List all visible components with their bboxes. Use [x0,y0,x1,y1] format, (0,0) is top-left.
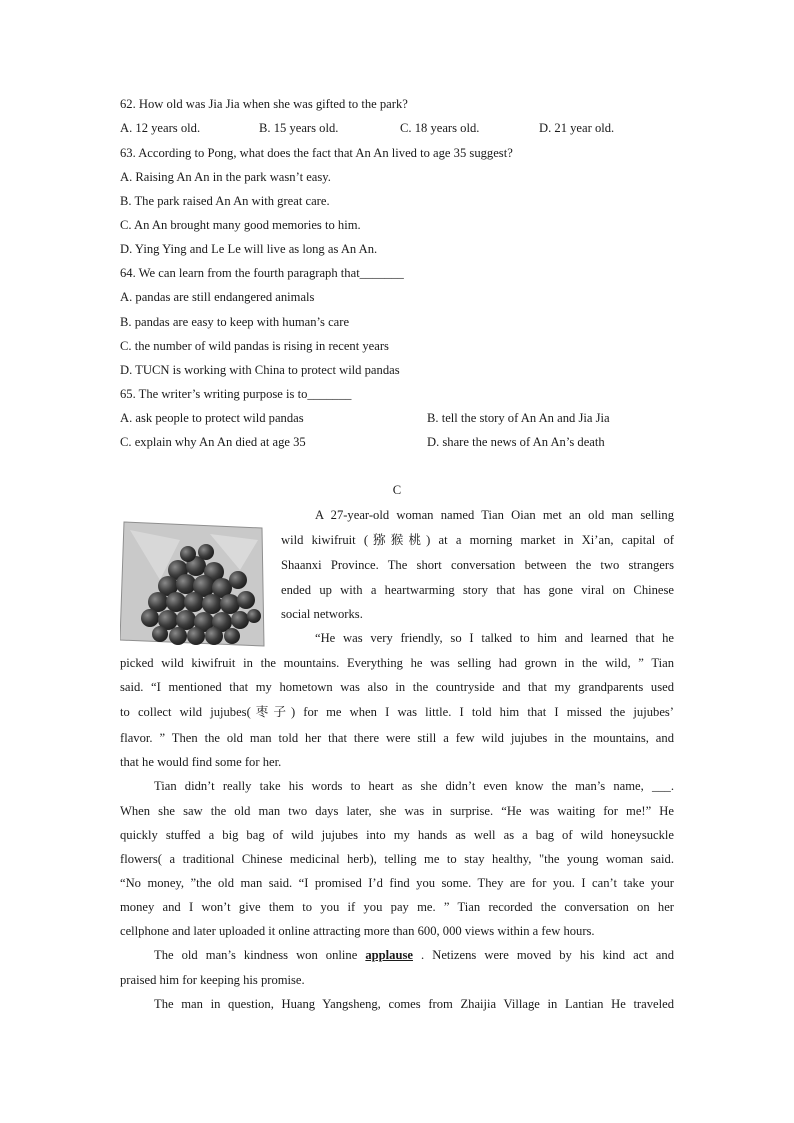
passage-line: “He was very friendly, so I talked to him and learned that he [315,631,674,645]
q62-option-c: C. 18 years old. [400,121,480,135]
q64-option-a: A. pandas are still endangered animals [120,290,315,304]
passage-line: to collect wild jujubes(枣子) for me when I was little. I told him that I missed the jujubes’ [120,705,674,719]
q62-option-b: B. 15 years old. [259,121,339,135]
section-letter: C [392,483,402,497]
q63-option-a: A. Raising An An in the park wasn’t easy. [120,170,331,184]
q63-stem: 63. According to Pong, what does the fact that An An lived to age 35 suggest? [120,146,513,160]
passage-line: that he would find some for her. [120,755,282,769]
passage-line: quickly stuffed a big bag of wild jujubes into my hands as well as a bag of wild honeysuckle [120,828,674,842]
passage-line: praised him for keeping his promise. [120,973,305,987]
passage-line: Tian didn’t really take his words to heart as she didn’t even know the man’s name, ___. [154,779,674,793]
q65-stem: 65. The writer’s writing purpose is to_______ [120,387,352,401]
highlighted-word: applause [365,948,413,962]
q64-option-b: B. pandas are easy to keep with human’s care [120,315,350,329]
passage-line: “No money, ”the old man said. “I promised I’d find you some. They are for you. I can’t take your [120,876,674,890]
passage-text: . Netizens were moved by his kind act and [421,948,674,962]
q63-option-c: C. An An brought many good memories to him. [120,218,361,232]
passage-line: When she saw the old man two days later, she was in surprise. “He was waiting for me!” He [120,804,674,818]
q64-stem: 64. We can learn from the fourth paragraph that_______ [120,266,404,280]
q63-option-b: B. The park raised An An with great care. [120,194,330,208]
passage-line: cellphone and later uploaded it online attracting more than 600, 000 views within a few hours. [120,924,595,938]
q64-option-d: D. TUCN is working with China to protect wild pandas [120,363,400,377]
passage-line: ended up with a heartwarming story that has gone viral on Chinese [281,583,674,597]
passage-line: money and I won’t give them to you if you pay me. ” Tian recorded the conversation on her [120,900,674,914]
passage-line: The man in question, Huang Yangsheng, comes from Zhaijia Village in Lantian He traveled [154,997,674,1011]
kiwifruit-photo [120,520,266,648]
passage-line: said. “I mentioned that my hometown was also in the countryside and that my grandparents used [120,680,674,694]
q62-option-a: A. 12 years old. [120,121,201,135]
q65-option-d: D. share the news of An An’s death [427,435,605,449]
passage-line: wild kiwifruit (猕猴桃) at a morning market in Xi’an, capital of [281,533,674,547]
passage-line: flavor. ” Then the old man told her that there were still a few wild jujubes in the mountains, and [120,731,674,745]
q63-option-d: D. Ying Ying and Le Le will live as long as An An. [120,242,378,256]
passage-line: Shaanxi Province. The short conversation between the two strangers [281,558,674,572]
passage-line: flowers( a traditional Chinese medicinal herb), telling me to stay healthy, "the young woman said. [120,852,674,866]
q62-stem: 62. How old was Jia Jia when she was gifted to the park? [120,97,408,111]
q65-option-a: A. ask people to protect wild pandas [120,411,304,425]
passage-line: social networks. [281,607,363,621]
q64-option-c: C. the number of wild pandas is rising in recent years [120,339,389,353]
passage-line: A 27-year-old woman named Tian Oian met an old man selling [315,508,674,522]
passage-text: The old man’s kindness won online [154,948,358,962]
passage-line [154,947,674,963]
passage-line: picked wild kiwifruit in the mountains. Everything he was selling had grown in the wild, ” Tian [120,656,674,670]
q65-option-b: B. tell the story of An An and Jia Jia [427,411,610,425]
q65-option-c: C. explain why An An died at age 35 [120,435,306,449]
q62-option-d: D. 21 year old. [539,121,615,135]
